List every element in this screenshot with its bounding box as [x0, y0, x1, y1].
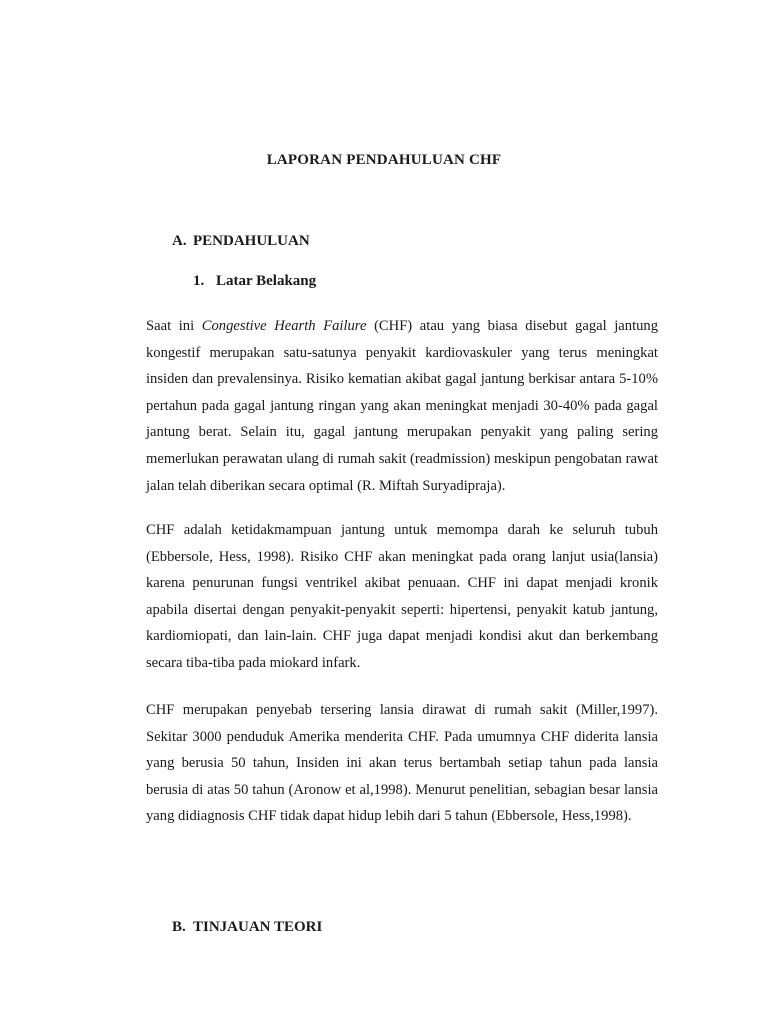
paragraph-1 — [146, 313, 658, 499]
paragraph-1-italic-term: Congestive Hearth Failure — [201, 318, 367, 334]
subsection-heading-latar-belakang — [193, 273, 316, 290]
paragraph-1-lead: Saat ini — [146, 318, 195, 334]
subsection-marker: 1. — [193, 273, 205, 289]
paragraph-1-rest: (CHF) atau yang biasa disebut gagal jantung kongestif merupakan satu-satunya penyakit kardiovaskuler yang terus meningkat insiden dan prevalensinya. Risiko kematian akibat gagal jantung berkisar antara 5-10% pertahun pada gagal jantung ringan yang akan meningkat menjadi 30-40% pada gagal jantung berat. Selain itu, gagal jantung merupakan penyakit yang paling sering memerlukan perawatan ulang di rumah sakit (readmission) meskipun pengobatan rawat jalan telah diberikan secara optimal (R. Miftah Suryadipraja). — [146, 318, 659, 494]
paragraph-2: CHF adalah ketidakmampuan jantung untuk memompa darah ke seluruh tubuh (Ebbersole, Hess, 1998). Risiko CHF akan meningkat pada orang lanjut usia(lansia) karena penurunan fungsi ventrikel akibat penuaan. CHF ini dapat menjadi kronik apabila disertai dengan penyakit-penyakit seperti: hipertensi, penyakit katub jantung, kardiomiopati, dan lain-lain. CHF juga dapat menjadi kondisi akut dan berkembang secara tiba-tiba pada miokard infark. — [146, 522, 658, 671]
section-marker: A. — [172, 233, 187, 249]
subsection-title: Latar Belakang — [216, 273, 317, 289]
section-heading-tinjauan-teori — [172, 919, 322, 936]
section-title: PENDAHULUAN — [193, 233, 310, 249]
document-title: LAPORAN PENDAHULUAN CHF — [266, 152, 502, 168]
paragraph-3: CHF merupakan penyebab tersering lansia dirawat di rumah sakit (Miller,1997). Sekitar 3000 penduduk Amerika menderita CHF. Pada umumnya CHF diderita lansia yang berusia 50 tahun, Insiden ini akan terus bertambah setiap tahun pada lansia berusia di atas 50 tahun (Aronow et al,1998). Menurut penelitian, sebagian besar lansia yang didiagnosis CHF tidak dapat hidup lebih dari 5 tahun (Ebbersole, Hess,1998). — [146, 702, 658, 825]
section-heading-pendahuluan — [172, 233, 310, 250]
section-marker: B. — [172, 919, 186, 935]
section-title: TINJAUAN TEORI — [193, 919, 323, 935]
